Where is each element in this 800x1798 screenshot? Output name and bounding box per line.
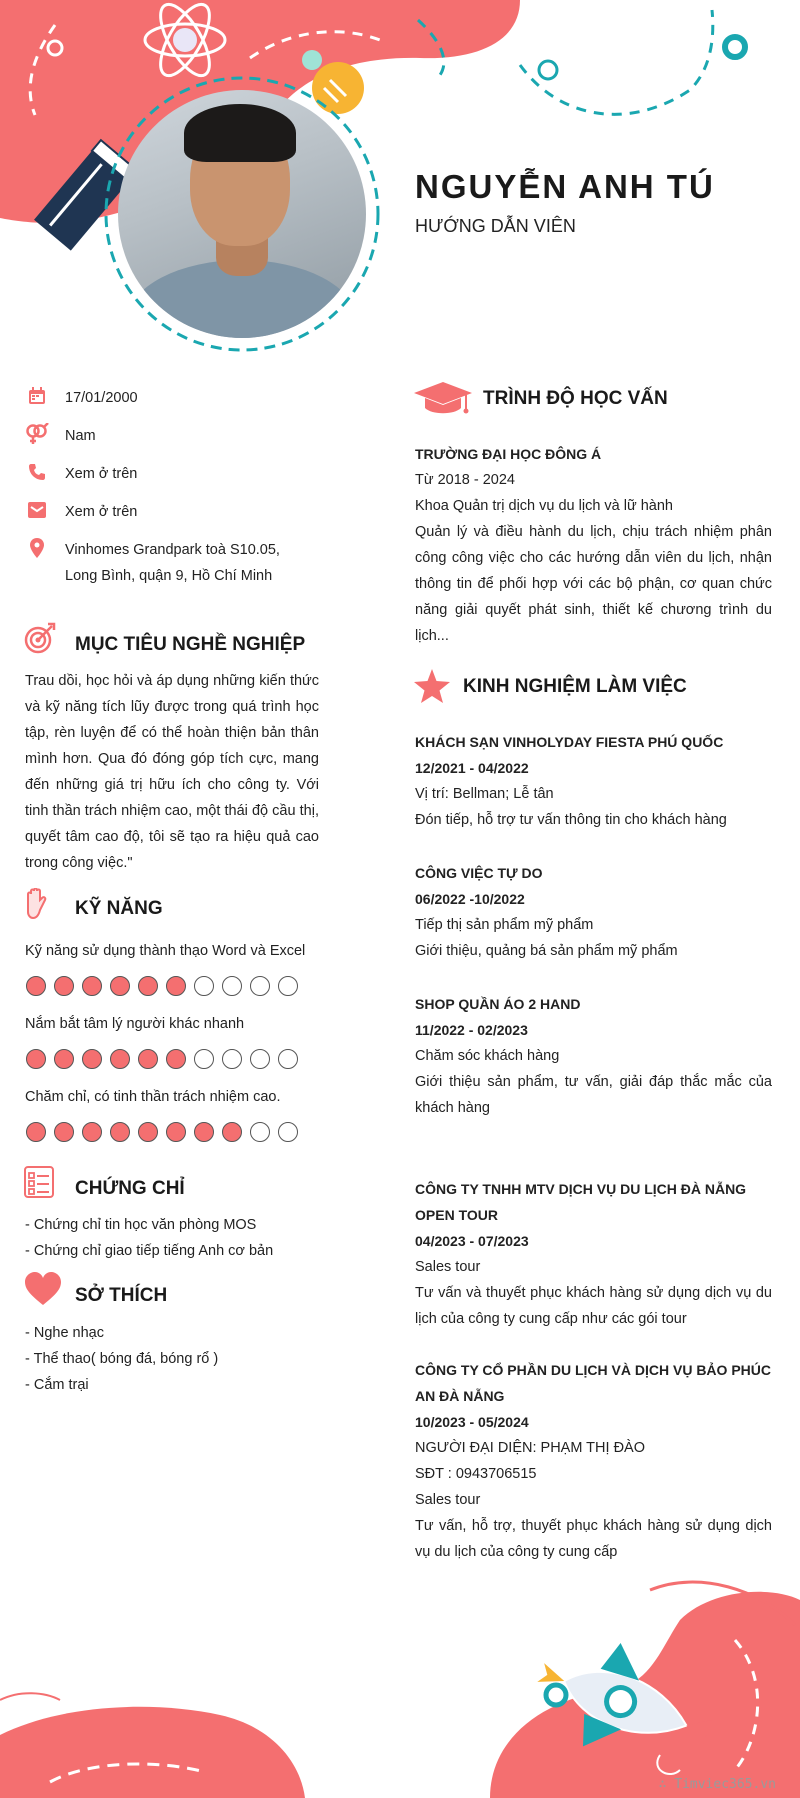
job-line: Chăm sóc khách hàng	[415, 1048, 560, 1064]
job-line: Tư vấn, hỗ trợ, thuyết phục khách hàng sử dụng dịch vụ du lịch của công ty cung cấp	[415, 1518, 772, 1560]
star-icon	[414, 669, 450, 708]
objective-title: MỤC TIÊU NGHỀ NGHIỆP	[75, 634, 306, 655]
contact-text: Nam	[65, 428, 96, 444]
education-description: Quản lý và điều hành du lịch, chịu trách nhiệm phân công công việc cho các hướng dẫn viên du lịch, nhận thông tin để phối hợp với các bộ phận, cơ quan chức năng giải quyết phát sinh, thiết kế chương trình du lịch...	[415, 524, 772, 644]
job-period: 11/2022 - 02/2023	[415, 1022, 528, 1038]
rating-dot-filled	[82, 976, 102, 996]
job-entry	[415, 1176, 772, 1332]
objective-text: Trau dồi, học hỏi và áp dụng những kiến thức và kỹ năng tích lũy được trong quá trình học tập, rèn luyện để có thể hoàn thiện bản thân mình hơn. Qua đó đóng góp tích cực, mang đến những giá trị hữu ích cho công ty. Với tinh thần trách nhiệm cao, một thái độ cầu thị, quyết tâm cao độ, tôi sẽ tạo ra hiệu quả cao trong công việc."	[25, 673, 319, 871]
rating-dot-filled	[26, 1122, 46, 1142]
job-period: 12/2021 - 04/2022	[415, 760, 529, 776]
job-line: SĐT : 0943706515	[415, 1466, 537, 1482]
rating-dot-filled	[166, 1049, 186, 1069]
job-period: 06/2022 -10/2022	[415, 891, 525, 907]
rating-dot-empty	[194, 1049, 214, 1069]
rating-dot-empty	[222, 976, 242, 996]
job-entry	[415, 860, 772, 964]
rating-dot-filled	[110, 976, 130, 996]
rating-dot-filled	[166, 1122, 186, 1142]
job-org: SHOP QUẦN ÁO 2 HAND	[415, 996, 581, 1012]
rating-dot-filled	[138, 976, 158, 996]
list-item: - Cắm trại	[25, 1377, 89, 1393]
school-name: TRƯỜNG ĐẠI HỌC ĐÔNG Á	[415, 446, 602, 462]
location-pin-icon	[24, 537, 50, 559]
rating-dot-filled	[110, 1122, 130, 1142]
raised-hand-icon	[24, 888, 48, 925]
watermark: ∴ Timviec365.vn	[658, 1777, 776, 1792]
job-org: CÔNG TY TNHH MTV DỊCH VỤ DU LỊCH ĐÀ NẴNG OPEN TOUR	[415, 1181, 747, 1223]
skill-label: Kỹ năng sử dụng thành thạo Word và Excel	[25, 943, 306, 959]
graduation-cap-icon	[414, 382, 472, 421]
rating-dot-filled	[110, 1049, 130, 1069]
job-entry	[415, 991, 772, 1121]
rating-dot-filled	[166, 976, 186, 996]
email-icon	[24, 499, 50, 521]
hobbies-title: SỞ THÍCH	[75, 1285, 168, 1306]
rating-dot-empty	[250, 1122, 270, 1142]
job-period: 04/2023 - 07/2023	[415, 1233, 529, 1249]
rating-dot-empty	[194, 976, 214, 996]
heart-icon	[24, 1272, 62, 1311]
rating-dot-filled	[222, 1122, 242, 1142]
rating-dot-empty	[250, 976, 270, 996]
rating-dot-filled	[194, 1122, 214, 1142]
experience-title: KINH NGHIỆM LÀM VIỆC	[463, 676, 687, 697]
job-entry	[415, 729, 772, 833]
skill-rating	[26, 976, 298, 996]
rating-dot-filled	[54, 1122, 74, 1142]
contact-text: Xem ở trên	[65, 504, 138, 520]
certificates-title: CHỨNG CHỈ	[75, 1178, 185, 1199]
rating-dot-empty	[250, 1049, 270, 1069]
education-period: Từ 2018 - 2024	[415, 472, 515, 488]
skill-rating	[26, 1049, 298, 1069]
job-line: Sales tour	[415, 1259, 481, 1275]
contact-text: Xem ở trên	[65, 466, 138, 482]
contact-email	[24, 499, 324, 525]
job-line: Vị trí: Bellman; Lễ tân	[415, 786, 554, 802]
contact-phone	[24, 461, 324, 487]
calendar-icon	[24, 385, 50, 407]
rating-dot-filled	[54, 1049, 74, 1069]
contact-gender	[24, 423, 324, 449]
certificates-list	[25, 1212, 273, 1264]
candidate-role: HƯỚNG DẪN VIÊN	[415, 216, 576, 236]
job-line: NGƯỜI ĐẠI DIỆN: PHẠM THỊ ĐÀO	[415, 1440, 645, 1456]
education-faculty: Khoa Quản trị dịch vụ du lịch và lữ hành	[415, 498, 673, 514]
job-line: Đón tiếp, hỗ trợ tư vấn thông tin cho khách hàng	[415, 812, 727, 828]
job-line: Tiếp thị sản phẩm mỹ phẩm	[415, 917, 594, 933]
gender-icon	[24, 423, 50, 445]
education-block	[415, 441, 772, 649]
rating-dot-empty	[222, 1049, 242, 1069]
hobbies-list	[25, 1320, 218, 1398]
skills-title: KỸ NĂNG	[75, 898, 163, 919]
list-item: - Chứng chỉ giao tiếp tiếng Anh cơ bản	[25, 1243, 274, 1259]
rating-dot-filled	[138, 1122, 158, 1142]
education-title: TRÌNH ĐỘ HỌC VẤN	[483, 388, 668, 409]
rating-dot-empty	[278, 976, 298, 996]
list-item: - Chứng chỉ tin học văn phòng MOS	[25, 1217, 257, 1233]
contact-address	[24, 537, 324, 589]
skill-label: Nắm bắt tâm lý người khác nhanh	[25, 1016, 245, 1032]
job-line: Giới thiệu sản phẩm, tư vấn, giải đáp thắc mắc của khách hàng	[415, 1074, 772, 1116]
skill-label: Chăm chỉ, có tinh thần trách nhiệm cao.	[25, 1089, 281, 1105]
job-line: Giới thiệu, quảng bá sản phẩm mỹ phẩm	[415, 943, 678, 959]
contact-text: Vinhomes Grandpark toà S10.05, Long Bình, quận 9, Hồ Chí Minh	[65, 542, 280, 584]
rating-dot-filled	[82, 1049, 102, 1069]
rating-dot-empty	[278, 1122, 298, 1142]
avatar	[118, 90, 366, 338]
job-line: Tư vấn và thuyết phục khách hàng sử dụng dịch vụ du lịch của công ty cung cấp như các gói tour	[415, 1285, 772, 1327]
rating-dot-filled	[138, 1049, 158, 1069]
job-line: Sales tour	[415, 1492, 481, 1508]
job-org: CÔNG TY CỔ PHẦN DU LỊCH VÀ DỊCH VỤ BẢO PHÚC AN ĐÀ NẴNG	[415, 1362, 771, 1404]
job-org: KHÁCH SẠN VINHOLYDAY FIESTA PHÚ QUỐC	[415, 734, 724, 750]
checklist-icon	[24, 1166, 54, 1203]
rating-dot-filled	[82, 1122, 102, 1142]
rating-dot-filled	[26, 976, 46, 996]
job-period: 10/2023 - 05/2024	[415, 1414, 529, 1430]
contact-birthdate	[24, 385, 324, 411]
contact-text: 17/01/2000	[65, 390, 138, 406]
target-icon	[24, 622, 56, 659]
list-item: - Nghe nhạc	[25, 1325, 104, 1341]
job-org: CÔNG VIỆC TỰ DO	[415, 865, 543, 881]
job-entry	[415, 1357, 772, 1565]
rating-dot-empty	[278, 1049, 298, 1069]
phone-icon	[24, 461, 50, 483]
candidate-name: NGUYỄN ANH TÚ	[415, 168, 715, 205]
rating-dot-filled	[54, 976, 74, 996]
rating-dot-filled	[26, 1049, 46, 1069]
skill-rating	[26, 1122, 298, 1142]
list-item: - Thể thao( bóng đá, bóng rổ )	[25, 1351, 219, 1367]
